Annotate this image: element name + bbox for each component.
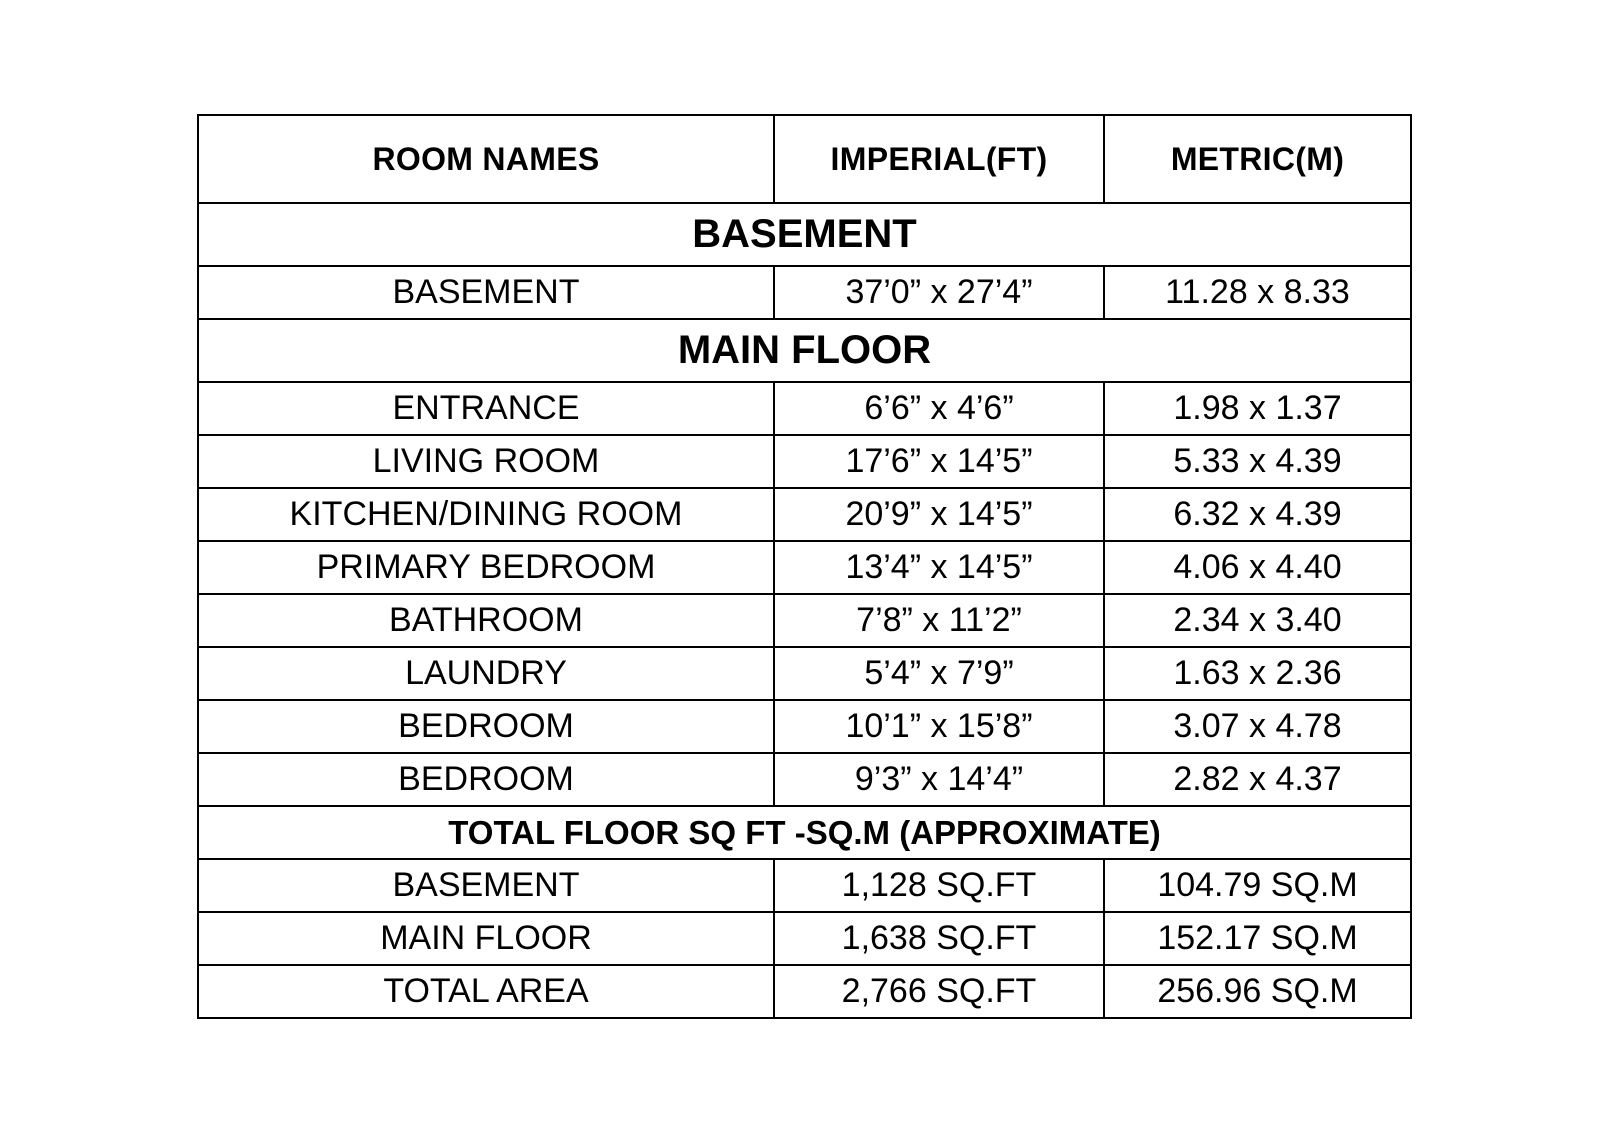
section-title-totals: TOTAL FLOOR SQ FT -SQ.M (APPROXIMATE) [198, 806, 1411, 859]
table-row [198, 965, 1411, 1018]
imperial-cell: 13’4” x 14’5” [774, 541, 1104, 594]
room-name-cell: BEDROOM [198, 753, 774, 806]
section-title-main-floor: MAIN FLOOR [198, 319, 1411, 382]
imperial-cell: 1,128 SQ.FT [774, 859, 1104, 912]
table-row [198, 435, 1411, 488]
metric-cell: 11.28 x 8.33 [1104, 266, 1411, 319]
section-main-floor-row [198, 319, 1411, 382]
table-row [198, 753, 1411, 806]
room-name-cell: BASEMENT [198, 266, 774, 319]
metric-cell: 1.98 x 1.37 [1104, 382, 1411, 435]
table-row [198, 382, 1411, 435]
header-room-names: ROOM NAMES [198, 115, 774, 203]
table-row [198, 700, 1411, 753]
imperial-cell: 9’3” x 14’4” [774, 753, 1104, 806]
imperial-cell: 7’8” x 11’2” [774, 594, 1104, 647]
metric-cell: 2.34 x 3.40 [1104, 594, 1411, 647]
metric-cell: 152.17 SQ.M [1104, 912, 1411, 965]
imperial-cell: 10’1” x 15’8” [774, 700, 1104, 753]
room-name-cell: MAIN FLOOR [198, 912, 774, 965]
room-name-cell: LIVING ROOM [198, 435, 774, 488]
table-row [198, 647, 1411, 700]
imperial-cell: 2,766 SQ.FT [774, 965, 1104, 1018]
metric-cell: 1.63 x 2.36 [1104, 647, 1411, 700]
room-name-cell: TOTAL AREA [198, 965, 774, 1018]
metric-cell: 4.06 x 4.40 [1104, 541, 1411, 594]
section-totals-row [198, 806, 1411, 859]
table-row [198, 912, 1411, 965]
metric-cell: 104.79 SQ.M [1104, 859, 1411, 912]
table-row [198, 266, 1411, 319]
table-row [198, 541, 1411, 594]
table-header-row [198, 115, 1411, 203]
room-dimensions-table [197, 114, 1412, 1019]
metric-cell: 6.32 x 4.39 [1104, 488, 1411, 541]
imperial-cell: 17’6” x 14’5” [774, 435, 1104, 488]
imperial-cell: 20’9” x 14’5” [774, 488, 1104, 541]
metric-cell: 3.07 x 4.78 [1104, 700, 1411, 753]
room-name-cell: ENTRANCE [198, 382, 774, 435]
metric-cell: 5.33 x 4.39 [1104, 435, 1411, 488]
imperial-cell: 5’4” x 7’9” [774, 647, 1104, 700]
room-name-cell: BATHROOM [198, 594, 774, 647]
room-name-cell: LAUNDRY [198, 647, 774, 700]
imperial-cell: 6’6” x 4’6” [774, 382, 1104, 435]
room-name-cell: KITCHEN/DINING ROOM [198, 488, 774, 541]
header-imperial: IMPERIAL(FT) [774, 115, 1104, 203]
room-name-cell: BEDROOM [198, 700, 774, 753]
metric-cell: 2.82 x 4.37 [1104, 753, 1411, 806]
header-metric: METRIC(M) [1104, 115, 1411, 203]
room-name-cell: BASEMENT [198, 859, 774, 912]
room-name-cell: PRIMARY BEDROOM [198, 541, 774, 594]
table-row [198, 594, 1411, 647]
section-basement-row [198, 203, 1411, 266]
imperial-cell: 1,638 SQ.FT [774, 912, 1104, 965]
table-row [198, 488, 1411, 541]
imperial-cell: 37’0” x 27’4” [774, 266, 1104, 319]
section-title-basement: BASEMENT [198, 203, 1411, 266]
metric-cell: 256.96 SQ.M [1104, 965, 1411, 1018]
table-row [198, 859, 1411, 912]
